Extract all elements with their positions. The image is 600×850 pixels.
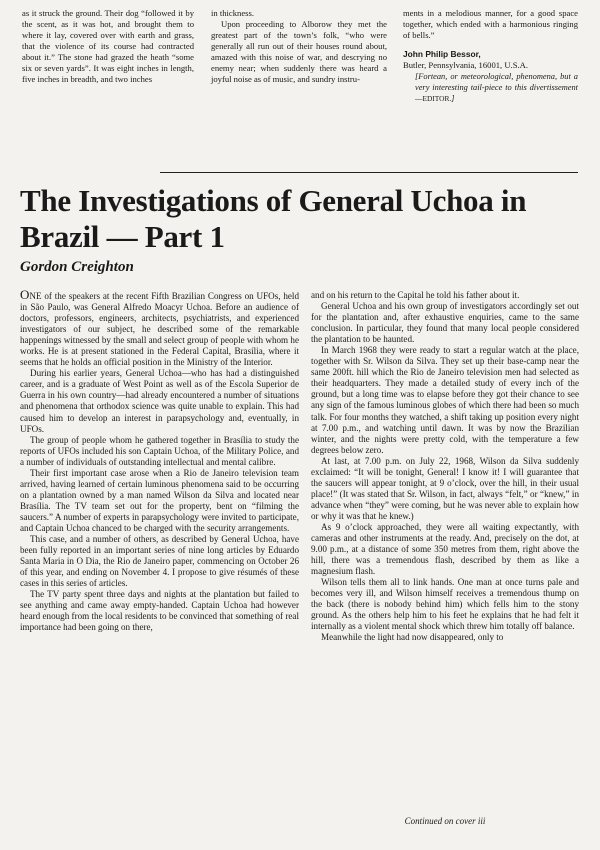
paragraph-text: of the speakers at the recent Fifth Brazilian Congress on UFOs, held in São Paulo, was General Alfredo Moacyr Uchoa. Before an audience of doctors, professors, engineers, architects, psychiatrists, and experienced investigators of our subject, he described some of the remarkable happenings witnessed by the small and select group of people with whom he works. He is at present stationed in the Federal Capital, Brasília, where it seems that he holds an official position in the Ministry of the Interior. — [20, 291, 299, 368]
continuation-column-1 — [22, 8, 194, 85]
editor-note-close: ] — [451, 94, 455, 103]
editor-tag: EDITOR. — [422, 94, 452, 103]
article-paragraph: During his earlier years, General Uchoa—who has had a distinguished career, and is a graduate of West Point as well as of the Escola Superior de Guerra in his own country—had already encountered a number of situations and phenomena that orthodox science was quite unable to explain. This had caused him to develop an interest in parapsychology and, eventually, in UFOs. — [20, 368, 299, 434]
article-title: The Investigations of General Uchoa in Brazil — Part 1 — [20, 183, 527, 254]
continuation-column-3 — [403, 8, 578, 104]
drop-initial: O — [20, 287, 30, 302]
article-column-left — [20, 287, 299, 633]
article-paragraph: This case, and a number of others, as described by General Uchoa, have been fully reported in an important series of nine long articles by Eduardo Santa Maria in O Dia, the Rio de Janeiro paper, commencing on October 26 of this year, and ending on November 4. I propose to give résumés of these cases in this series of articles. — [20, 534, 299, 589]
letter-signature-name: John Philip Bessor, — [403, 49, 481, 59]
section-divider — [160, 172, 578, 173]
article-paragraph: Meanwhile the light had now disappeared, only to — [321, 632, 504, 643]
article-paragraph: Wilson tells them all to link hands. One man at once turns pale and becomes very ill, and Wilson himself receives a tremendous thump on the back (there is nobody behind him) which fells him to the stony ground. As the others help him to his feet he explains that he had felt it internally as a violent mental shock which threw him totally off balance. — [311, 577, 579, 632]
continuation-paragraph: as it struck the ground. Their dog “followed it by the scent, as it was hot, and brought them to where it lay, covered over with earth and grass, that the violence of its course had contracted about it.” The stone had grazed the heath “some six or seven yards”. It was eight inches in length, five inches in breadth, and two inches — [22, 8, 194, 84]
continued-notice: Continued on cover iii — [404, 816, 486, 826]
continuation-column-2 — [211, 8, 387, 85]
article-column-right — [311, 290, 579, 644]
drop-initial-rest: NE — [29, 291, 42, 301]
article-paragraph: and on his return to the Capital he told his father about it. — [311, 290, 520, 300]
editor-note-text: [Fortean, or meteorological, phenomena, but a very interesting tail-piece to this divertissement— — [415, 72, 578, 103]
article-paragraph — [20, 287, 299, 368]
continuation-line: in thickness. — [211, 8, 254, 18]
article-paragraph: In March 1968 they were ready to start a regular watch at the place, together with Sr. Wilson da Silva. They set up their base-camp near the same 200ft. hill which the Rio de Janeiro television men had selected as their headquarters. They made a detailed study of every inch of the ground, but a long time was to elapse before they got their chance to see any sign of the famous luminous globes of which there had been so much talk. For four months they watched, a shift taking up position every night at 7.00 p.m., and watching until dawn. It was by now the Brazilian winter, and the nights were pretty cold, with the temperature a few degrees below zero. — [311, 345, 579, 455]
article-paragraph: As 9 o’clock approached, they were all waiting expectantly, with cameras and other instruments at the ready. And, precisely on the dot, at 9.00 p.m., at a distance of some 350 metres from them, right above the hill, there was a tremendous flash, described by them as like a magnesium flash. — [311, 521, 579, 577]
editor-note — [403, 71, 578, 104]
continuation-paragraph: ments in a melodious manner, for a good space together, which ended with a harmonious ringing of bells.” — [403, 8, 578, 40]
article-paragraph: At last, at 7.00 p.m. on July 22, 1968, Wilson da Silva suddenly exclaimed: “It will be tonight, General! I know it! I will guarantee that the saucers will appear tonight, at 9 o’clock, over the hill, in their usual place!” (It was stated that Sr. Wilson, in fact, always “felt,” or “knew,” in advance when “they” were coming, but he was never able to explain how or why it was that he knew.) — [311, 455, 579, 521]
previous-article-continuation — [22, 8, 578, 168]
article-paragraph: The TV party spent three days and nights at the plantation but failed to see anything and came away empty-handed. Captain Uchoa had however heard enough from the local residents to be convinced that something of real importance had been going on there, — [20, 589, 299, 633]
article-paragraph: The group of people whom he gathered together in Brasília to study the reports of UFOs included his son Captain Uchoa, of the Military Police, and a number of individuals of outstanding intellectual and mental calibre. — [20, 434, 299, 467]
article-author: Gordon Creighton — [20, 259, 134, 275]
continuation-paragraph: Upon proceeding to Alborow they met the greatest part of the town’s folk, “who were generally all run out of their houses round about, amazed with this noise of war, and descrying no enemy near; when suddenly there was heard a joyful noise as of music, and sundry instru- — [211, 19, 387, 84]
letter-signature-address: Butler, Pennsylvania, 16001, U.S.A. — [403, 60, 528, 70]
article-paragraph: Their first important case arose when a Rio de Janeiro television team arrived, having learned of certain luminous phenomena said to be occurring on a plantation owned by a man named Wilson da Silva and located near Brasília. The TV team set out for the property, bent on “filming the saucers.” A number of experts in parapsychology were invited to participate, and Captain Uchoa chanced to be charged with the security arrangements. — [20, 467, 299, 533]
article-paragraph: General Uchoa and his own group of investigators accordingly set out for the plantation and, after exhaustive enquiries, came to the same conclusion. In particular, they found that many local people considered the plantation to be haunted. — [311, 301, 579, 345]
